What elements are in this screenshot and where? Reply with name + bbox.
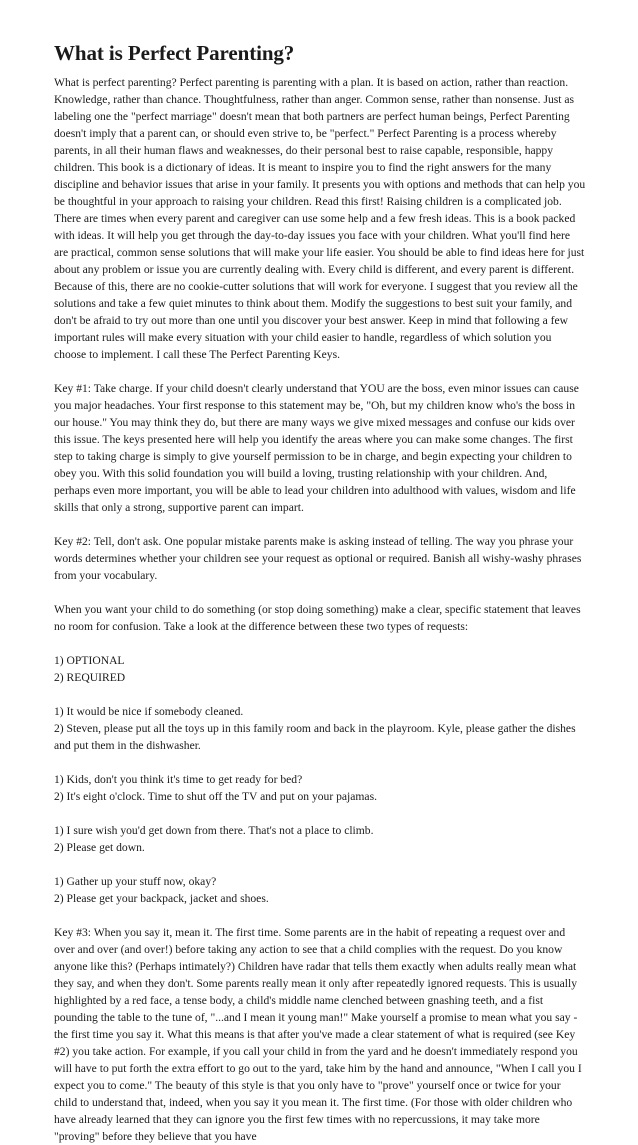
document-page [54,40,586,1143]
intro-paragraph: What is perfect parenting? Perfect parenting is parenting with a plan. It is based on action, rather than reaction. Knowledge, rather than chance. Thoughtfulness, rather than anger. Common sense, rather than nonsense. Just as labeling one the "perfect marriage" doesn't mean that both partners are perfect human beings, Perfect Parenting doesn't imply that a parent can, or should even strive to, be "perfect." Perfect Parenting is a process whereby parents, in all their human flaws and weaknesses, do their personal best to raise capable, responsible, happy children. This book is a dictionary of ideas. It is meant to inspire you to find the right answers for the many discipline and behavior issues that arise in your family. It presents you with options and methods that can help you be thoughtful in your approach to raising your children. Read this first! Raising children is a complicated job. There are times when every parent and caregiver can use some help and a few fresh ideas. This is a book packed with ideas. It will help you get through the day-to-day issues you face with your children. What you'll find here are practical, common sense solutions that will make your life easier. You should be able to find ideas here for just about any problem or issue you are currently dealing with. Every child is different, and every parent is different. Because of this, there are no cookie-cutter solutions that will work for everyone. I suggest that you review all the solutions and take a few quiet minutes to think about them. Modify the suggestions to best suit your family, and don't be afraid to try out more than one until you discover your best answer. Keep in mind that following a few important rules will make every situation with your child easier to handle, regardless of which solution you choose to implement. I call these The Perfect Parenting Keys. [54,76,586,361]
example-pair [54,703,586,754]
example-optional: 1) It would be nice if somebody cleaned. [54,705,244,718]
example-required: 2) Steven, please put all the toys up in this family room and back in the playroom. Kyle, please gather the dishes and put them in the dishwasher. [54,722,576,752]
example-required: 2) Please get your backpack, jacket and shoes. [54,892,269,905]
example-required: 2) It's eight o'clock. Time to shut off the TV and put on your pajamas. [54,790,377,803]
key3-paragraph: Key #3: When you say it, mean it. The first time. Some parents are in the habit of repeating a request over and over and over (and over!) before taking any action to see that a child complies with the request. Do you know anyone like this? (Perhaps intimately?) Children have radar that tells them exactly when adults really mean what they say, and when they don't. Some parents really mean it only after repeatedly ignored requests. This is usually highlighted by a red face, a tense body, a child's middle name clenched between gnashing teeth, and a fist pounding the table to the tune of, "...and I mean it young man!" Make yourself a promise to mean what you say - the first time you say it. What this means is that after you've made a clear statement of what is required (see Key #2) you take action. For example, if you call your child in from the yard and he doesn't immediately respond you will have to put forth the extra effort to go out to the yard, take him by the hand and announce, "When I call you I expect you to come." The beauty of this style is that you only have to "prove" yourself once or twice for your child to understand that, indeed, when you say it you mean it. The first time. (For those with older children who have already learned that they can ignore you the first few times with no repercussions, it may take more "proving" before they believe that you have [54,926,582,1143]
request-type-optional: 1) OPTIONAL [54,654,125,667]
key2-paragraph: Key #2: Tell, don't ask. One popular mistake parents make is asking instead of telling. The way you phrase your words determines whether your children see your request as optional or required. Banish all wishy-washy phrases from your vocabulary. [54,535,582,582]
request-type-required: 2) REQUIRED [54,671,126,684]
example-optional: 1) Gather up your stuff now, okay? [54,875,217,888]
example-pair [54,771,586,805]
page-title: What is Perfect Parenting? [54,41,295,65]
example-optional: 1) I sure wish you'd get down from there. That's not a place to climb. [54,824,374,837]
request-types-list [54,652,586,686]
example-required: 2) Please get down. [54,841,145,854]
example-pair [54,822,586,856]
key2-followup-paragraph: When you want your child to do something (or stop doing something) make a clear, specific statement that leaves no room for confusion. Take a look at the difference between these two types of requests: [54,603,581,633]
key1-paragraph: Key #1: Take charge. If your child doesn't clearly understand that YOU are the boss, even minor issues can cause you major headaches. Your first response to this statement may be, "Oh, but my children know who's the boss in our house." You may think they do, but there are many ways we give mixed messages and confuse our kids over this issue. The keys presented here will help you identify the areas where you can make some changes. The first step to taking charge is simply to give yourself permission to be in charge, and begin expecting your children to obey you. With this solid foundation you will build a loving, trusting relationship with your children. And, perhaps even more important, you will be able to lead your children into adulthood with values, wisdom and life skills that only a strong, supportive parent can impart. [54,382,579,514]
example-optional: 1) Kids, don't you think it's time to get ready for bed? [54,773,303,786]
example-pair [54,873,586,907]
